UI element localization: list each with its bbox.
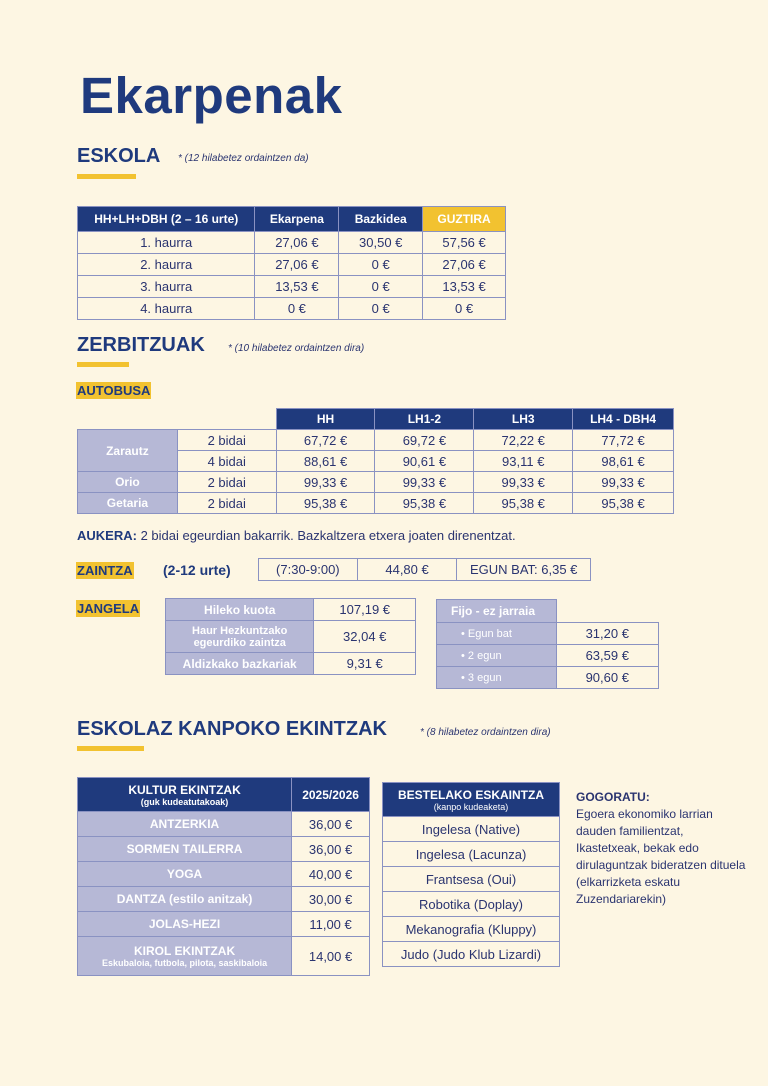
list-item — [383, 867, 560, 892]
fijo-corner — [556, 600, 659, 623]
kirol-sub: Eskubaloia, futbola, pilota, saskibaloia — [102, 958, 268, 968]
zerbitzuak-note: * (10 hilabetez ordaintzen dira) — [228, 343, 365, 354]
fijo-label: 2 egun — [467, 649, 502, 662]
zaintza-egun: EGUN BAT: 6,35 € — [457, 559, 591, 581]
table-row — [78, 232, 506, 254]
autobusa-corner — [78, 409, 277, 430]
eskola-heading: ESKOLA — [77, 145, 161, 167]
eskola-cell: 3. haurra — [78, 276, 255, 298]
eskola-cell: 13,53 € — [423, 276, 506, 298]
zaintza-age: (2-12 urte) — [163, 562, 231, 578]
bestelako-header-sub: (kanpo kudeaketa) — [433, 801, 509, 812]
table-row — [78, 472, 674, 493]
kanpoko-heading: ESKOLAZ KANPOKO EKINTZAK — [77, 718, 387, 740]
kultur-cell: 36,00 € — [292, 837, 370, 862]
fijo-cell: • Egun bat — [437, 623, 557, 645]
bestelako-cell: Judo (Judo Klub Lizardi) — [383, 942, 560, 967]
autobusa-cell: 99,33 € — [573, 472, 674, 493]
bestelako-cell: Robotika (Doplay) — [383, 892, 560, 917]
zaintza-label: ZAINTZA — [77, 563, 133, 578]
fijo-label: Egun bat — [467, 627, 512, 640]
autobusa-cell: 2 bidai — [177, 430, 276, 451]
kultur-cell: JOLAS-HEZI — [78, 912, 292, 937]
autobusa-cell: 72,22 € — [474, 430, 573, 451]
autobusa-cell: 77,72 € — [573, 430, 674, 451]
eskola-cell: 1. haurra — [78, 232, 255, 254]
eskola-cell: 30,50 € — [339, 232, 423, 254]
fijo-table — [436, 599, 659, 689]
kirol-cell — [78, 937, 292, 976]
kultur-table — [77, 777, 370, 976]
eskola-cell: 57,56 € — [423, 232, 506, 254]
kirol-price: 14,00 € — [292, 937, 370, 976]
autobusa-header-lh3: LH3 — [474, 409, 573, 430]
table-row — [78, 837, 370, 862]
kultur-header-title: KULTUR EKINTZAK — [128, 782, 241, 797]
autobusa-cell: 95,38 € — [474, 493, 573, 514]
gogoratu-title: GOGORATU: — [576, 790, 650, 804]
fijo-cell: 90,60 € — [556, 667, 659, 689]
autobusa-cell: 99,33 € — [474, 472, 573, 493]
table-row — [437, 623, 659, 645]
autobusa-cell: 2 bidai — [177, 493, 276, 514]
autobusa-table — [77, 408, 674, 514]
zaintza-table — [258, 558, 591, 581]
kultur-cell: 36,00 € — [292, 812, 370, 837]
autobusa-cell: 67,72 € — [276, 430, 375, 451]
bestelako-table — [382, 782, 560, 967]
table-row — [78, 912, 370, 937]
kultur-header-sub: (guk kudeatutakoak) — [140, 796, 229, 807]
kultur-cell: YOGA — [78, 862, 292, 887]
page-title: Ekarpenak — [80, 67, 343, 124]
eskola-cell: 2. haurra — [78, 254, 255, 276]
autobusa-orio: Orio — [78, 472, 178, 493]
jangela-cell: 9,31 € — [314, 653, 416, 675]
autobusa-getaria: Getaria — [78, 493, 178, 514]
jangela-cell: 107,19 € — [314, 599, 416, 621]
jangela-label: JANGELA — [77, 601, 140, 616]
eskola-cell: 0 € — [339, 254, 423, 276]
autobusa-cell: 95,38 € — [573, 493, 674, 514]
fijo-cell: 31,20 € — [556, 623, 659, 645]
eskola-cell: 4. haurra — [78, 298, 255, 320]
eskola-cell: 27,06 € — [423, 254, 506, 276]
autobusa-header-hh: HH — [276, 409, 375, 430]
eskola-header-guztira: GUZTIRA — [423, 207, 506, 232]
eskola-underline — [77, 174, 136, 179]
eskola-header-level: HH+LH+DBH (2 – 16 urte) — [78, 207, 255, 232]
autobusa-cell: 99,33 € — [276, 472, 375, 493]
bestelako-cell: Ingelesa (Native) — [383, 817, 560, 842]
kirol-title: KIROL EKINTZAK — [134, 944, 236, 958]
autobusa-cell: 4 bidai — [177, 451, 276, 472]
autobusa-cell: 95,38 € — [375, 493, 474, 514]
autobusa-label: AUTOBUSA — [77, 383, 151, 398]
autobusa-cell: 69,72 € — [375, 430, 474, 451]
table-row — [166, 621, 416, 653]
autobusa-zarautz: Zarautz — [78, 430, 178, 472]
eskola-cell: 27,06 € — [255, 254, 339, 276]
bestelako-cell: Mekanografia (Kluppy) — [383, 917, 560, 942]
eskola-header-bazkidea: Bazkidea — [339, 207, 423, 232]
bestelako-cell: Ingelesa (Lacunza) — [383, 842, 560, 867]
jangela-cell: Aldizkako bazkariak — [166, 653, 314, 675]
table-row — [78, 887, 370, 912]
fijo-header: Fijo - ez jarraia — [437, 600, 557, 623]
table-row — [78, 812, 370, 837]
table-row — [437, 645, 659, 667]
table-row — [78, 862, 370, 887]
fijo-cell: • 2 egun — [437, 645, 557, 667]
kultur-cell: 40,00 € — [292, 862, 370, 887]
table-row — [78, 493, 674, 514]
zerbitzuak-underline — [77, 362, 129, 367]
zaintza-time: (7:30-9:00) — [259, 559, 358, 581]
fijo-cell: • 3 egun — [437, 667, 557, 689]
fijo-cell: 63,59 € — [556, 645, 659, 667]
bestelako-header-title: BESTELAKO ESKAINTZA — [397, 787, 544, 802]
autobusa-header-lh4: LH4 - DBH4 — [573, 409, 674, 430]
list-item — [383, 842, 560, 867]
autobusa-cell: 88,61 € — [276, 451, 375, 472]
aukera-label: AUKERA: — [77, 528, 137, 543]
bestelako-cell: Frantsesa (Oui) — [383, 867, 560, 892]
kultur-cell: 30,00 € — [292, 887, 370, 912]
table-row — [78, 937, 370, 976]
jangela-table — [165, 598, 416, 675]
jangela-cell: 32,04 € — [314, 621, 416, 653]
kultur-cell: ANTZERKIA — [78, 812, 292, 837]
table-row — [78, 298, 506, 320]
zerbitzuak-heading: ZERBITZUAK — [77, 334, 205, 356]
autobusa-cell: 90,61 € — [375, 451, 474, 472]
eskola-cell: 0 € — [339, 276, 423, 298]
kultur-cell: SORMEN TAILERRA — [78, 837, 292, 862]
list-item — [383, 917, 560, 942]
jangela-cell: Hileko kuota — [166, 599, 314, 621]
eskola-cell: 0 € — [255, 298, 339, 320]
kultur-header — [78, 778, 292, 812]
autobusa-cell: 99,33 € — [375, 472, 474, 493]
aukera-text: 2 bidai egeurdian bakarrik. Bazkaltzera etxera joaten direnentzat. — [136, 528, 516, 543]
table-row — [78, 276, 506, 298]
eskola-cell: 0 € — [339, 298, 423, 320]
autobusa-header-lh12: LH1-2 — [375, 409, 474, 430]
eskola-cell: 27,06 € — [255, 232, 339, 254]
list-item — [383, 892, 560, 917]
kultur-year: 2025/2026 — [292, 778, 370, 812]
jangela-cell: Haur Hezkuntzako egeurdiko zaintza — [166, 621, 314, 653]
table-row — [166, 653, 416, 675]
eskola-note: * (12 hilabetez ordaintzen da) — [178, 153, 309, 164]
autobusa-cell: 95,38 € — [276, 493, 375, 514]
list-item — [383, 942, 560, 967]
fijo-label: 3 egun — [467, 671, 502, 684]
gogoratu-note — [576, 789, 746, 908]
eskola-table — [77, 206, 506, 320]
list-item — [383, 817, 560, 842]
gogoratu-text: Egoera ekonomiko larrian dauden familientzat, Ikastetxeak, bekak edo dirulaguntzak bideratzen dituela (elkarrizketa eskatu Zuzendariarekin) — [576, 807, 746, 906]
table-row — [166, 599, 416, 621]
autobusa-cell: 2 bidai — [177, 472, 276, 493]
table-row — [437, 667, 659, 689]
aukera-note — [77, 528, 516, 543]
kanpoko-underline — [77, 746, 144, 751]
kanpoko-note: * (8 hilabetez ordaintzen dira) — [420, 727, 551, 738]
table-row — [78, 254, 506, 276]
autobusa-cell: 93,11 € — [474, 451, 573, 472]
eskola-header-ekarpena: Ekarpena — [255, 207, 339, 232]
zaintza-price: 44,80 € — [357, 559, 457, 581]
eskola-cell: 13,53 € — [255, 276, 339, 298]
eskola-cell: 0 € — [423, 298, 506, 320]
kultur-cell: DANTZA (estilo anitzak) — [78, 887, 292, 912]
kultur-cell: 11,00 € — [292, 912, 370, 937]
autobusa-cell: 98,61 € — [573, 451, 674, 472]
table-row — [78, 430, 674, 451]
bestelako-header — [383, 783, 560, 817]
